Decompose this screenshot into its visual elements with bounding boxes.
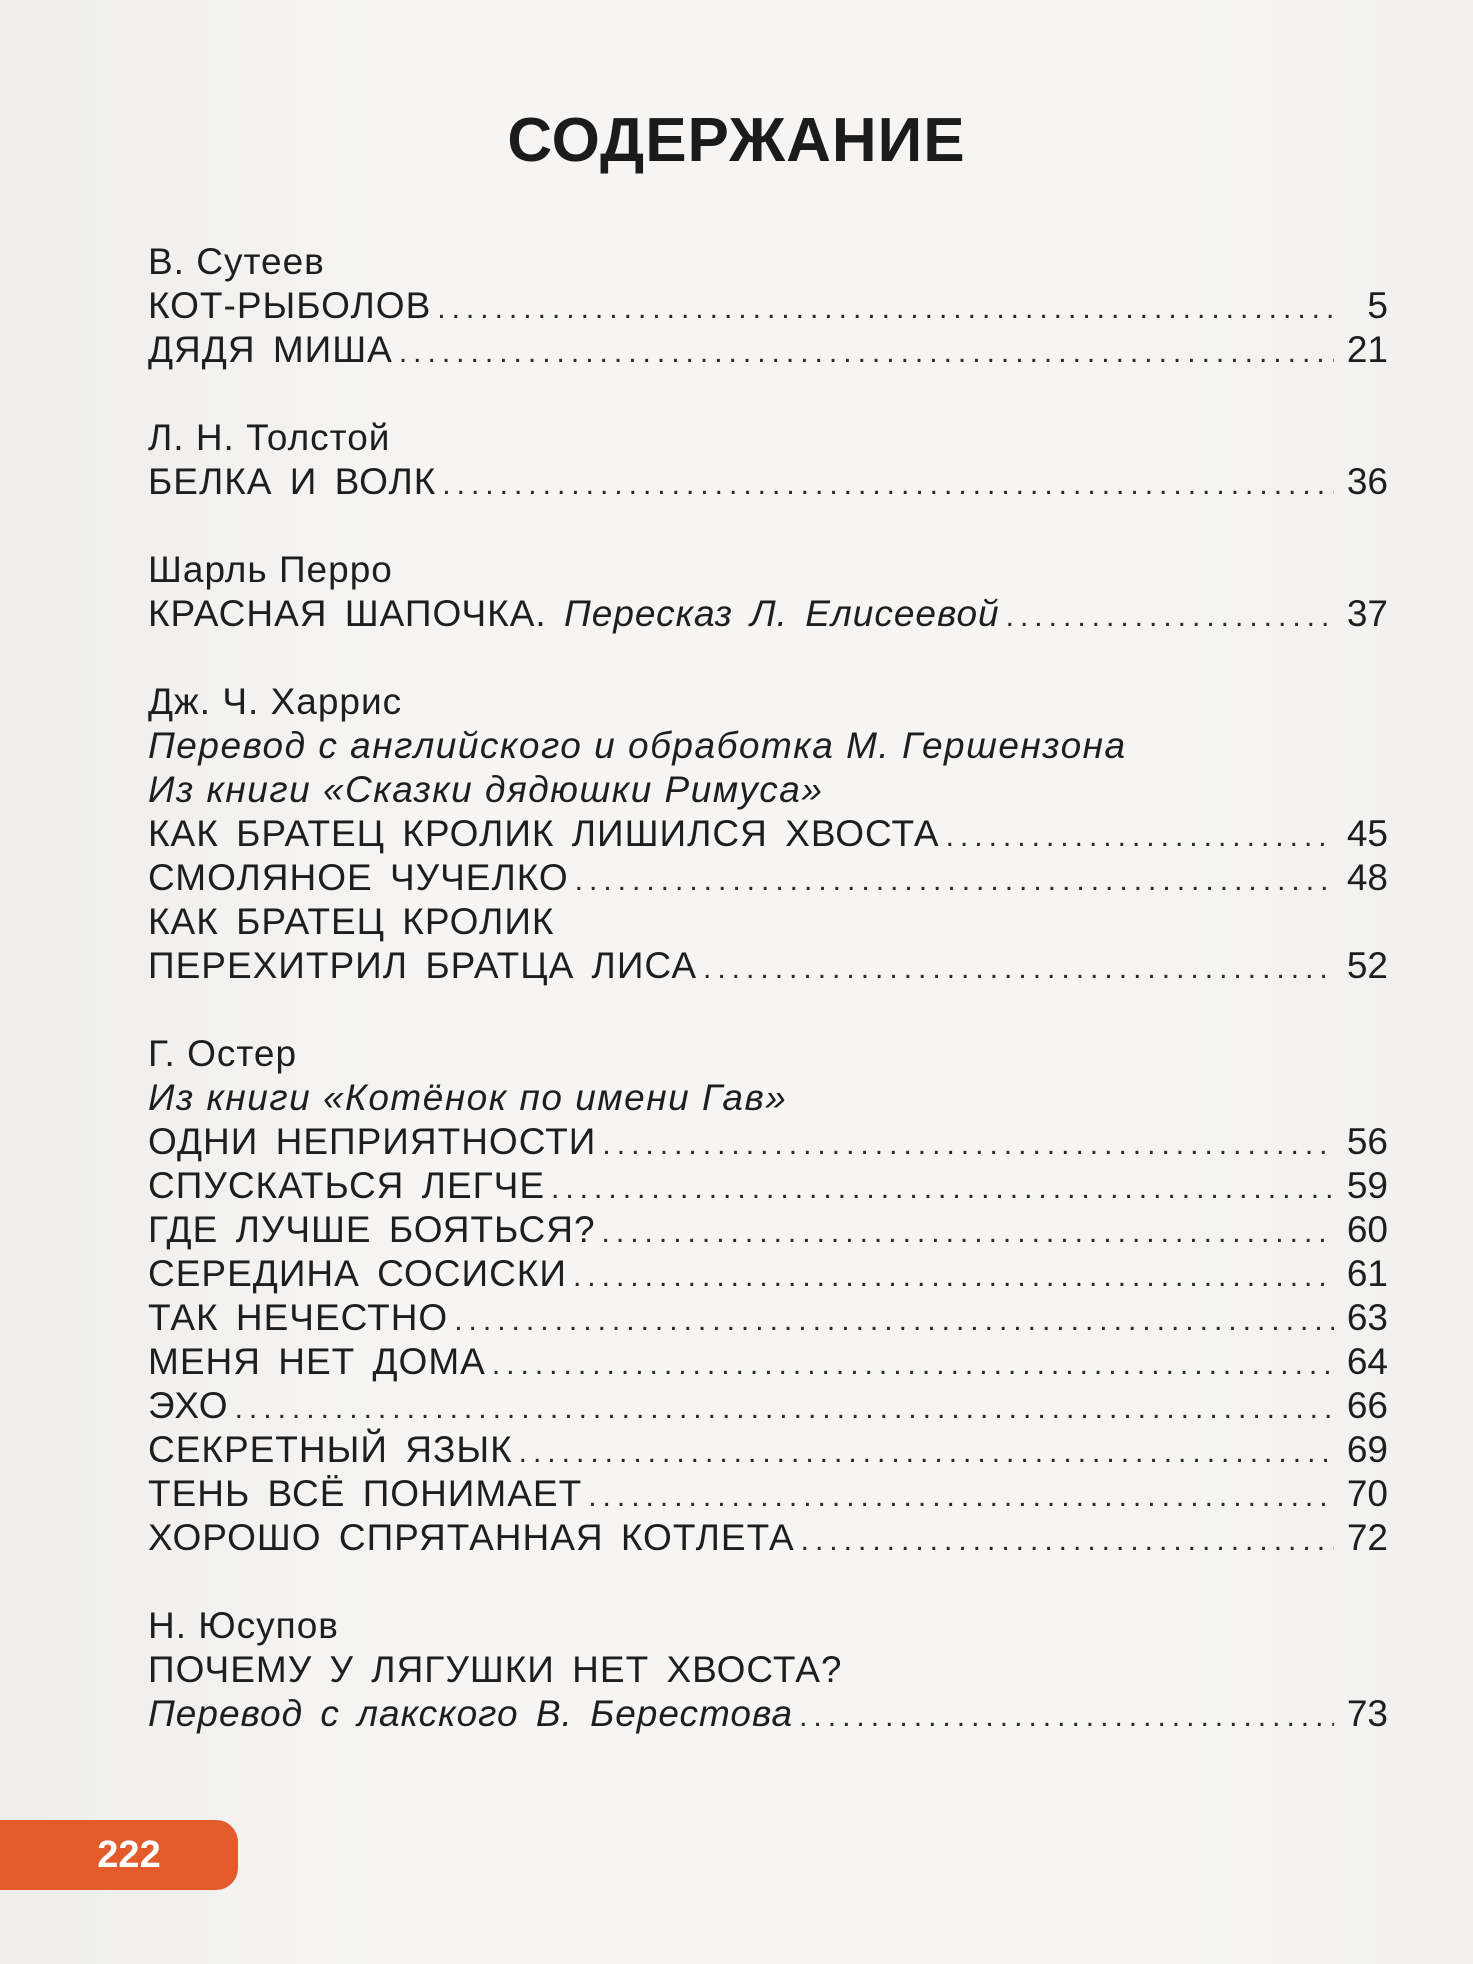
entry-title: СМОЛЯНОЕ ЧУЧЕЛКО (148, 857, 569, 898)
entry-page-number: 36 (1346, 461, 1388, 502)
book-source-note: Из книги «Сказки дядюшки Римуса» (148, 769, 824, 810)
entry-page-number: 37 (1346, 593, 1388, 634)
dot-leader (454, 1299, 1334, 1343)
entry-page-number: 61 (1346, 1253, 1388, 1294)
dot-leader (801, 1519, 1334, 1563)
entry-title: ХОРОШО СПРЯТАННАЯ КОТЛЕТА (148, 1517, 795, 1558)
entry-page-number: 73 (1346, 1693, 1388, 1734)
toc-section-tolstoy (148, 416, 1388, 504)
dot-leader (437, 287, 1334, 331)
translation-note: Перевод с английского и обработка М. Гершензона (148, 725, 1127, 766)
toc-entry[interactable] (148, 1120, 1388, 1164)
toc-entry[interactable] (148, 1516, 1388, 1560)
entry-page-number: 48 (1346, 857, 1388, 898)
entry-page-number: 64 (1346, 1341, 1388, 1382)
entry-title: ЭХО (148, 1385, 229, 1426)
entry-title: СПУСКАТЬСЯ ЛЕГЧЕ (148, 1165, 546, 1206)
entry-page-number: 70 (1346, 1473, 1388, 1514)
entry-title-group (148, 592, 1000, 636)
author-name: Л. Н. Толстой (148, 417, 391, 458)
entry-title: ТАК НЕЧЕСТНО (148, 1297, 449, 1338)
dot-leader (573, 1255, 1334, 1299)
toc-section-oster (148, 1032, 1388, 1560)
author-name: Дж. Ч. Харрис (148, 681, 403, 722)
dot-leader (399, 331, 1334, 375)
toc-entry[interactable] (148, 1164, 1388, 1208)
dot-leader (575, 859, 1334, 903)
dot-leader (519, 1431, 1334, 1475)
dot-leader (799, 1695, 1334, 1739)
entry-page-number: 66 (1346, 1385, 1388, 1426)
entry-page-number: 56 (1346, 1121, 1388, 1162)
toc-entry[interactable] (148, 1252, 1388, 1296)
entry-page-number: 21 (1346, 329, 1388, 370)
toc-entry[interactable] (148, 1296, 1388, 1340)
dot-leader (492, 1343, 1334, 1387)
entry-title: ОДНИ НЕПРИЯТНОСТИ (148, 1121, 597, 1162)
dot-leader (602, 1211, 1334, 1255)
entry-title: ДЯДЯ МИША (148, 329, 393, 370)
toc-entry[interactable] (148, 1428, 1388, 1472)
entry-title: СЕКРЕТНЫЙ ЯЗЫК (148, 1429, 513, 1470)
toc-entry[interactable] (148, 812, 1388, 856)
dot-leader (1006, 595, 1334, 639)
toc-entry[interactable] (148, 1384, 1388, 1428)
entry-title-first-line[interactable] (148, 900, 1388, 944)
author-name: Шарль Перро (148, 549, 393, 590)
entry-title-part: ПОЧЕМУ У ЛЯГУШКИ НЕТ ХВОСТА? (148, 1649, 843, 1690)
entry-page-number: 69 (1346, 1429, 1388, 1470)
dot-leader (588, 1475, 1334, 1519)
entry-title: ПЕРЕХИТРИЛ БРАТЦА ЛИСА (148, 945, 698, 986)
author-name: Н. Юсупов (148, 1605, 339, 1646)
toc-entry[interactable] (148, 592, 1388, 636)
toc-section-yusupov (148, 1604, 1388, 1736)
entry-title-part: КАК БРАТЕЦ КРОЛИК (148, 901, 555, 942)
toc-entry[interactable] (148, 284, 1388, 328)
toc-entry[interactable] (148, 1340, 1388, 1384)
entry-title: ГДЕ ЛУЧШЕ БОЯТЬСЯ? (148, 1209, 596, 1250)
dot-leader (551, 1167, 1334, 1211)
toc-entry[interactable] (148, 944, 1388, 988)
book-source-note: Из книги «Котёнок по имени Гав» (148, 1077, 788, 1118)
entry-translator-note: Пересказ Л. Елисеевой (563, 593, 1000, 634)
toc-entry[interactable] (148, 328, 1388, 372)
toc-entry[interactable] (148, 460, 1388, 504)
dot-leader (946, 815, 1334, 859)
toc-section-perrault (148, 548, 1388, 636)
dot-leader (442, 463, 1334, 507)
entry-translator-note: Перевод с лакского В. Берестова (148, 1693, 794, 1734)
entry-page-number: 63 (1346, 1297, 1388, 1338)
entry-page-number: 45 (1346, 813, 1388, 854)
entry-page-number: 72 (1346, 1517, 1388, 1558)
entry-title: КРАСНАЯ ШАПОЧКА. (148, 593, 547, 634)
entry-page-number: 52 (1346, 945, 1388, 986)
page-title: СОДЕРЖАНИЕ (507, 106, 966, 175)
toc-entry[interactable] (148, 1208, 1388, 1252)
entry-page-number: 59 (1346, 1165, 1388, 1206)
entry-title: СЕРЕДИНА СОСИСКИ (148, 1253, 567, 1294)
entry-title-first-line[interactable] (148, 1648, 1388, 1692)
entry-page-number: 5 (1367, 285, 1388, 326)
dot-leader (602, 1123, 1334, 1167)
entry-title: КОТ-РЫБОЛОВ (148, 285, 432, 326)
dot-leader (703, 947, 1334, 991)
entry-title: БЕЛКА И ВОЛК (148, 461, 437, 502)
page-number: 222 (97, 1833, 161, 1876)
page-number-tab (0, 1820, 238, 1890)
author-name: Г. Остер (148, 1033, 298, 1074)
table-of-contents (148, 240, 1388, 1780)
toc-section-suteev (148, 240, 1388, 372)
entry-title: МЕНЯ НЕТ ДОМА (148, 1341, 486, 1382)
toc-entry[interactable] (148, 1472, 1388, 1516)
toc-entry[interactable] (148, 1692, 1388, 1736)
dot-leader (235, 1387, 1334, 1431)
entry-title: КАК БРАТЕЦ КРОЛИК ЛИШИЛСЯ ХВОСТА (148, 813, 940, 854)
entry-page-number: 60 (1346, 1209, 1388, 1250)
toc-section-harris (148, 680, 1388, 988)
author-name: В. Сутеев (148, 241, 325, 282)
entry-title: ТЕНЬ ВСЁ ПОНИМАЕТ (148, 1473, 583, 1514)
toc-entry[interactable] (148, 856, 1388, 900)
